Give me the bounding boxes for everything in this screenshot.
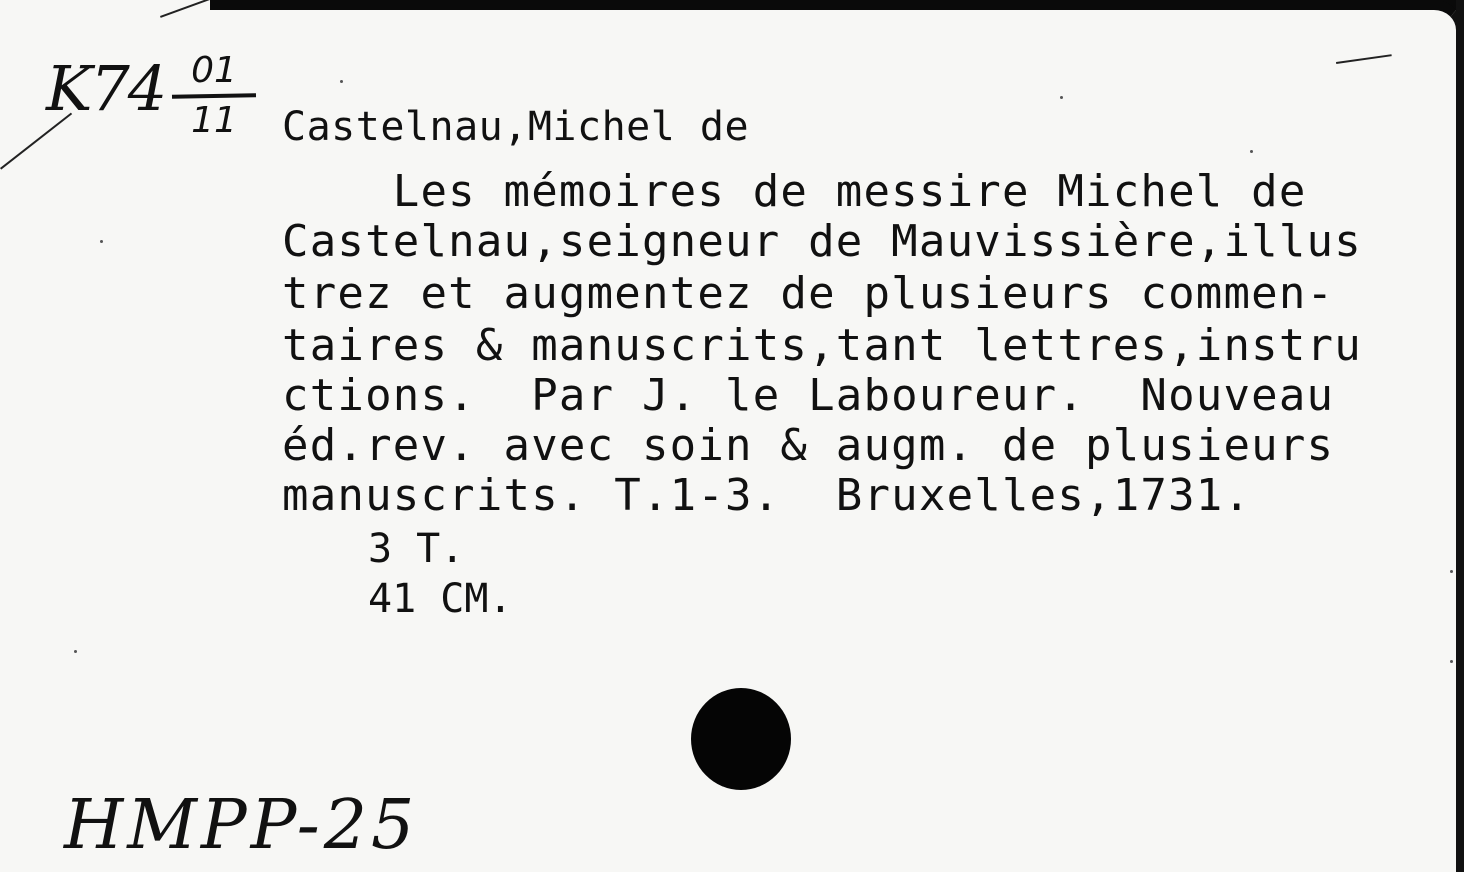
shelf-fraction (172, 52, 256, 140)
speck (1250, 150, 1253, 153)
title-line-7: manuscrits. T.1-3. Bruxelles,1731. (282, 470, 1252, 521)
title-line-5: ctions. Par J. le Laboureur. Nouveau (282, 370, 1335, 421)
punch-hole (691, 688, 791, 790)
fraction-bar (172, 93, 256, 98)
volumes-count: 3 T. (368, 526, 465, 572)
scratch-mark (1336, 54, 1392, 64)
speck (74, 650, 77, 653)
size-note: 41 CM. (368, 576, 513, 622)
card-right-edge (1456, 0, 1464, 872)
title-line-2: Castelnau,seigneur de Mauvissière,illus (282, 216, 1362, 267)
card-top-edge (210, 0, 1464, 10)
shelf-mark: K74 (46, 52, 166, 125)
bottom-code: HMPP-25 (64, 786, 419, 865)
speck (100, 240, 103, 243)
speck (1450, 570, 1453, 573)
title-line-3: trez et augmentez de plusieurs commen- (282, 268, 1335, 319)
title-line-6: éd.rev. avec soin & augm. de plusieurs (282, 420, 1335, 471)
speck (340, 80, 343, 83)
speck (1450, 660, 1453, 663)
author-heading: Castelnau,Michel de (282, 104, 750, 150)
speck (1060, 96, 1063, 99)
title-line-1: Les mémoires de messire Michel de (282, 166, 1307, 217)
title-line-4: taires & manuscrits,tant lettres,instru (282, 320, 1362, 371)
shelf-fraction-bottom: 11 (191, 100, 237, 141)
shelf-fraction-top: 01 (191, 50, 237, 91)
